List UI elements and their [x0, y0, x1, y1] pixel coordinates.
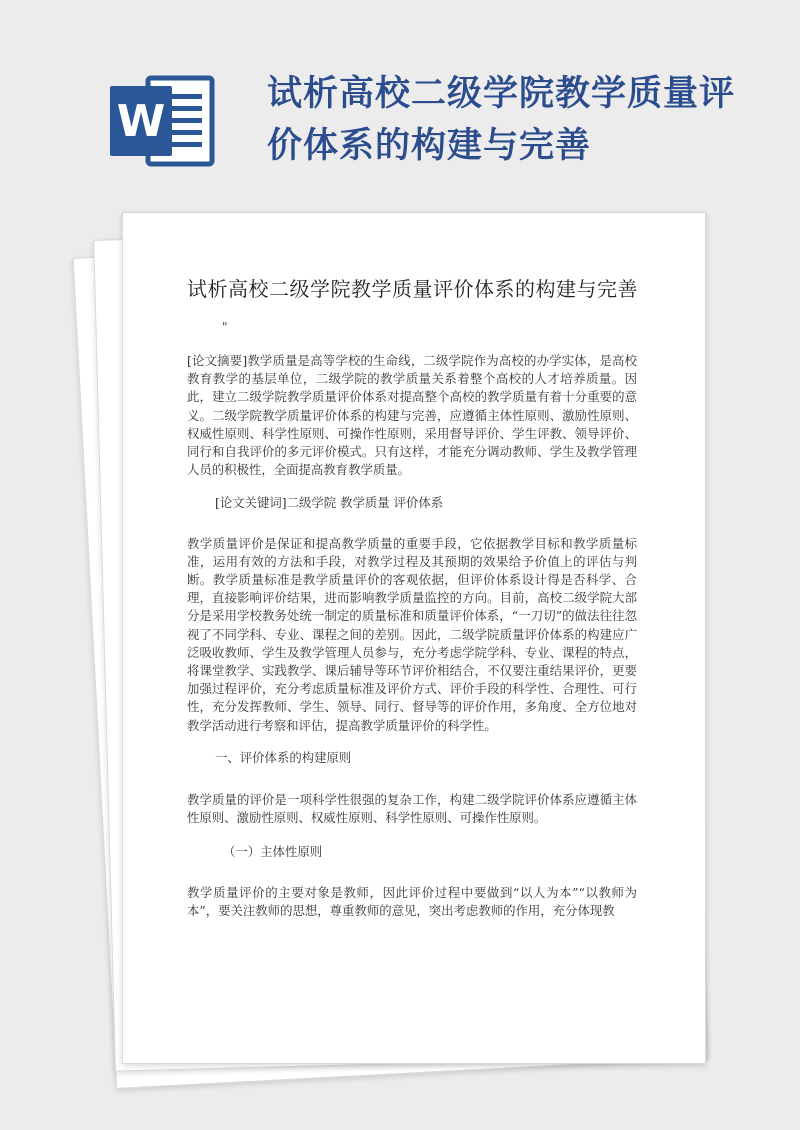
document-preview — [94, 212, 704, 1082]
quote-mark: " — [222, 320, 228, 334]
word-document-icon — [110, 72, 220, 170]
header — [0, 0, 800, 220]
body-paragraph: 教学质量的评价是一项科学性很强的复杂工作，构建二级学院评价体系应遵循主体性原则、激励性原则、权威性原则、科学性原则、可操作性原则。 — [187, 792, 637, 826]
keywords-line: [论文关键词]二级学院 教学质量 评价体系 — [215, 495, 444, 511]
section-heading: 一、评价体系的构建原则 — [215, 749, 352, 765]
document-page — [122, 212, 706, 1064]
document-title: 试析高校二级学院教学质量评价体系的构建与完善 — [187, 277, 638, 301]
page-title: 试析高校二级学院教学质量评价体系的构建与完善 — [267, 74, 736, 166]
page-content — [187, 273, 637, 920]
svg-text:W: W — [116, 96, 166, 147]
abstract-paragraph: [论文摘要]教学质量是高等学校的生命线，二级学院作为高校的办学实体，是高校教育教学的基层单位，二级学院的教学质量关系着整个高校的人才培养质量。因此，建立二级学院教学质量评价体系对提高整个高校的教学质量有着十分重要的意义。二级学院教学质量评价体系的构建与完善，应遵循主体性原则、激励性原则、权威性原则、科学性原则、可操作性原则，采用督导评价、学生评教、领导评价、同行和自我评价的多元评价模式。只有这样，才能充分调动教师、学生及教学管理人员的积极性，全面提高教育教学质量。 — [187, 353, 637, 478]
intro-paragraph: 教学质量评价是保证和提高教学质量的重要手段，它依据教学目标和教学质量标准，运用有效的方法和手段，对教学过程及其预期的效果给予价值上的评估与判断。教学质量标准是教学质量评价的客观依据，但评价体系设计得是否科学、合理，直接影响评价结果，进而影响教学质量监控的方向。目前，高校二级学院大部分是采用学校教务处统一制定的质量标准和质量评价体系，“一刀切”的做法往往忽视了不同学科、专业、课程之间的差别。因此，二级学院质量评价体系的构建应广泛吸收教师、学生及教学管理人员参与，充分考虑学院学科、专业、课程的特点，将课堂教学、实践教学、课后辅导等环节评价相结合，不仅要注重结果评价，更要加强过程评价，充分考虑质量标准及评价方式、评价手段的科学性、合理性、可行性，充分发挥教师、学生、领导、同行、督导等的评价作用，多角度、全方位地对教学活动进行考察和评估，提高教学质量评价的科学性。 — [187, 535, 637, 733]
subsection-heading: （一）主体性原则 — [223, 844, 323, 860]
body-paragraph: 教学质量评价的主要对象是教师，因此评价过程中要做到“以人为本”“以教师为本”，要关注教师的思想，尊重教师的意见，突出考虑教师的作用，充分体现教 — [187, 884, 637, 918]
